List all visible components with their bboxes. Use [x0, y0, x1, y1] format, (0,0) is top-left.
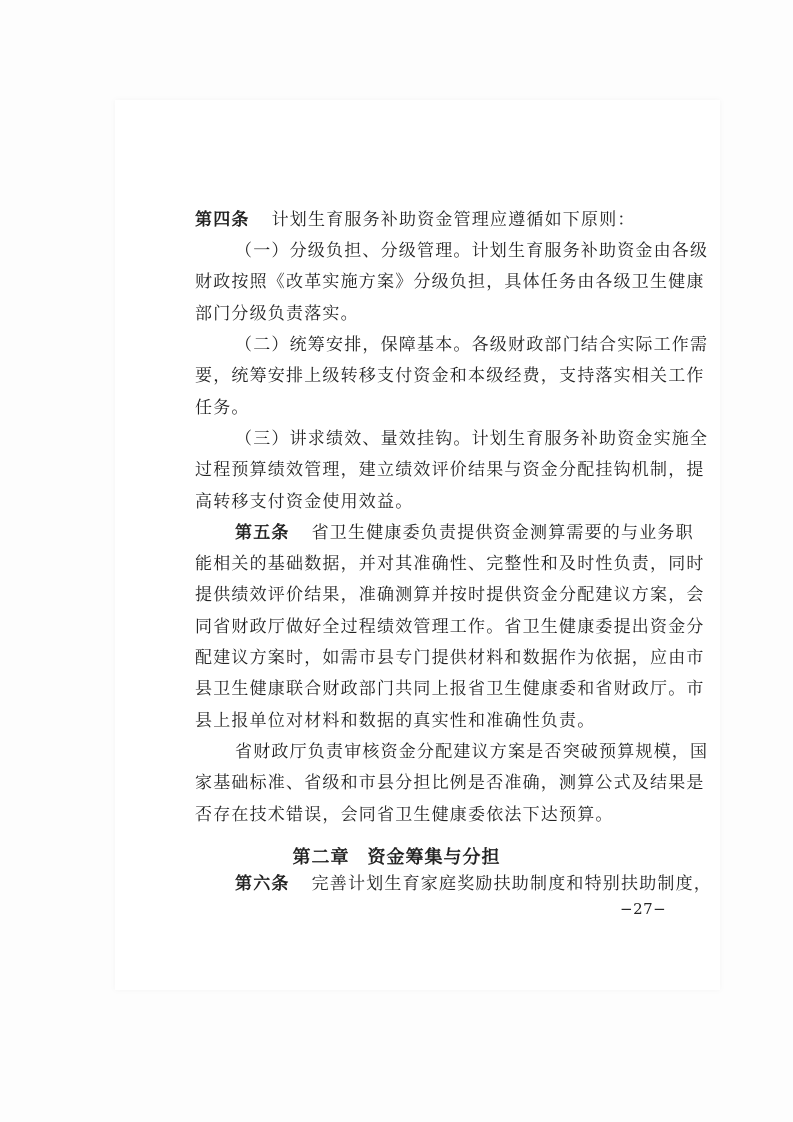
- article4-line: 任务。: [195, 398, 250, 418]
- chapter-number: 第二章: [292, 847, 350, 868]
- article5-line: 家基础标准、省级和市县分担比例是否准确，测算公式及结果是: [195, 773, 705, 793]
- article4-line: 过程预算绩效管理，建立绩效评价结果与资金分配挂钩机制，提: [195, 460, 705, 480]
- article4-line: 高转移支付资金使用效益。: [195, 492, 414, 512]
- article6-text: 完善计划生育家庭奖励扶助制度和特别扶助制度，: [311, 874, 713, 894]
- article4-line: 部门分级负责落实。: [195, 304, 359, 324]
- article5-heading-line: [235, 523, 694, 543]
- article4-line: （一）分级负担、分级管理。计划生育服务补助资金由各级: [235, 241, 709, 261]
- article4-label: 第四条: [195, 210, 250, 230]
- article5-line: 同省财政厅做好全过程绩效管理工作。省卫生健康委提出资金分: [195, 617, 705, 637]
- article5-line: 县上报单位对材料和数据的真实性和准确性负责。: [195, 711, 596, 731]
- page-number: −27−: [620, 900, 667, 918]
- chapter-title: 资金筹集与分担: [367, 847, 501, 868]
- article5-line: 配建议方案时，如需市县专门提供材料和数据作为依据，应由市: [195, 648, 705, 668]
- article4-line: 要，统筹安排上级转移支付资金和本级经费，支持落实相关工作: [195, 366, 705, 386]
- article6-label: 第六条: [235, 874, 290, 894]
- article4-line: 财政按照《改革实施方案》分级负担，具体任务由各级卫生健康: [195, 272, 705, 292]
- article4-line: （二）统筹安排，保障基本。各级财政部门结合实际工作需: [235, 335, 709, 355]
- article5-text: 省卫生健康委负责提供资金测算需要的与业务职: [311, 523, 694, 543]
- article5-label: 第五条: [235, 523, 290, 543]
- article4-heading-line: [195, 210, 636, 230]
- article5-line: 提供绩效评价结果，准确测算并按时提供资金分配建议方案，会: [195, 585, 705, 605]
- chapter-heading: [0, 843, 793, 869]
- article4-line: （三）讲求绩效、量效挂钩。计划生育服务补助资金实施全: [235, 429, 709, 449]
- article5-line: 能相关的基础数据，并对其准确性、完整性和及时性负责，同时: [195, 554, 705, 574]
- article6-heading-line: [235, 874, 712, 894]
- article5-line: 县卫生健康联合财政部门共同上报省卫生健康委和省财政厅。市: [195, 679, 705, 699]
- article5-line: 否存在技术错误，会同省卫生健康委依法下达预算。: [195, 805, 614, 825]
- article4-text: 计划生育服务补助资金管理应遵循如下原则：: [271, 210, 636, 230]
- article5-line: 省财政厅负责审核资金分配建议方案是否突破预算规模，国: [235, 742, 709, 762]
